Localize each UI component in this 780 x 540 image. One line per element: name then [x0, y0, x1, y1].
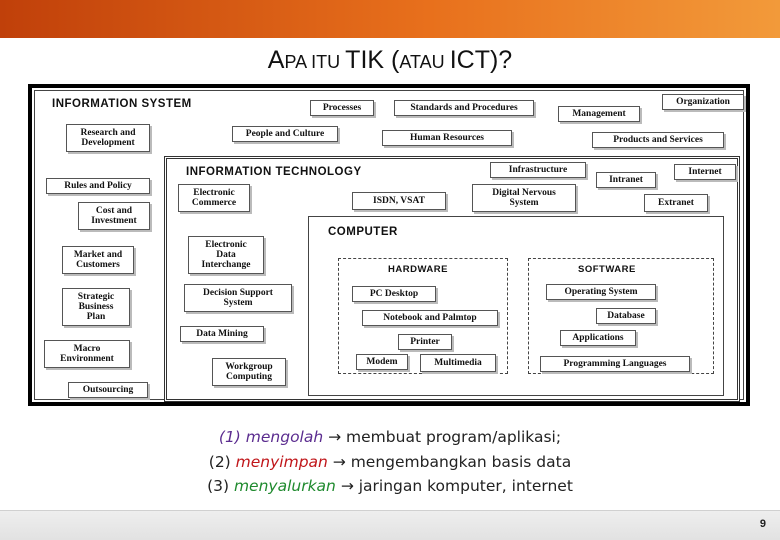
- title-part: ITU: [311, 52, 346, 72]
- node-research-development: Research and Development: [66, 124, 150, 152]
- hardware-heading: HARDWARE: [388, 264, 448, 275]
- node-isdn-vsat: ISDN, VSAT: [352, 192, 446, 210]
- node-strategic-business-plan: Strategic Business Plan: [62, 288, 130, 326]
- title-part: A: [267, 46, 285, 74]
- caption-text: → jaringan komputer, internet: [335, 477, 573, 495]
- node-programming-languages: Programming Languages: [540, 356, 690, 372]
- node-processes: Processes: [310, 100, 374, 116]
- node-printer: Printer: [398, 334, 452, 350]
- caption-line-3: [0, 477, 780, 495]
- node-market-customers: Market and Customers: [62, 246, 134, 274]
- node-operating-system: Operating System: [546, 284, 656, 300]
- caption-verb: menyalurkan: [233, 477, 336, 495]
- node-outsourcing: Outsourcing: [68, 382, 148, 398]
- caption-text: → mengembangkan basis data: [327, 453, 572, 471]
- node-digital-nervous-system: Digital Nervous System: [472, 184, 576, 212]
- caption-number: (2): [208, 453, 236, 471]
- top-accent-bar: [0, 0, 780, 38]
- node-people-culture: People and Culture: [232, 126, 338, 142]
- node-internet: Internet: [674, 164, 736, 180]
- bottom-bar: [0, 510, 780, 540]
- node-decision-support-system: Decision Support System: [184, 284, 292, 312]
- node-rules-policy: Rules and Policy: [46, 178, 150, 194]
- page-number: 9: [759, 518, 766, 530]
- title-part: PA: [284, 52, 312, 72]
- caption-line-2: [0, 453, 780, 471]
- node-organization: Organization: [662, 94, 744, 110]
- node-products-services: Products and Services: [592, 132, 724, 148]
- node-modem: Modem: [356, 354, 408, 370]
- title-part: TIK: [345, 46, 392, 74]
- node-pc-desktop: PC Desktop: [352, 286, 436, 302]
- information-technology-heading: INFORMATION TECHNOLOGY: [186, 166, 362, 178]
- title-part: ATAU: [399, 52, 450, 72]
- node-database: Database: [596, 308, 656, 324]
- information-system-heading: INFORMATION SYSTEM: [52, 98, 192, 110]
- title-part: ICT)?: [449, 46, 513, 74]
- caption-number: (1): [218, 428, 246, 446]
- node-data-mining: Data Mining: [180, 326, 264, 342]
- node-human-resources: Human Resources: [382, 130, 512, 146]
- node-cost-investment: Cost and Investment: [78, 202, 150, 230]
- caption-text: → membuat program/aplikasi;: [323, 428, 562, 446]
- node-extranet: Extranet: [644, 194, 708, 212]
- software-heading: SOFTWARE: [578, 264, 636, 275]
- caption-line-1: [0, 428, 780, 446]
- ict-diagram: [28, 84, 750, 406]
- node-electronic-data-interchange: Electronic Data Interchange: [188, 236, 264, 274]
- node-notebook-palmtop: Notebook and Palmtop: [362, 310, 498, 326]
- node-macro-environment: Macro Environment: [44, 340, 130, 368]
- node-intranet: Intranet: [596, 172, 656, 188]
- node-standards-procedures: Standards and Procedures: [394, 100, 534, 116]
- computer-heading: COMPUTER: [328, 226, 398, 238]
- caption-verb: mengolah: [245, 428, 324, 446]
- caption-verb: menyimpan: [235, 453, 328, 471]
- node-multimedia: Multimedia: [420, 354, 496, 372]
- node-infrastructure: Infrastructure: [490, 162, 586, 178]
- node-electronic-commerce: Electronic Commerce: [178, 184, 250, 212]
- caption-number: (3): [207, 477, 234, 495]
- slide-title: [0, 46, 780, 75]
- node-applications: Applications: [560, 330, 636, 346]
- node-workgroup-computing: Workgroup Computing: [212, 358, 286, 386]
- node-management: Management: [558, 106, 640, 122]
- title-part: (: [391, 46, 400, 74]
